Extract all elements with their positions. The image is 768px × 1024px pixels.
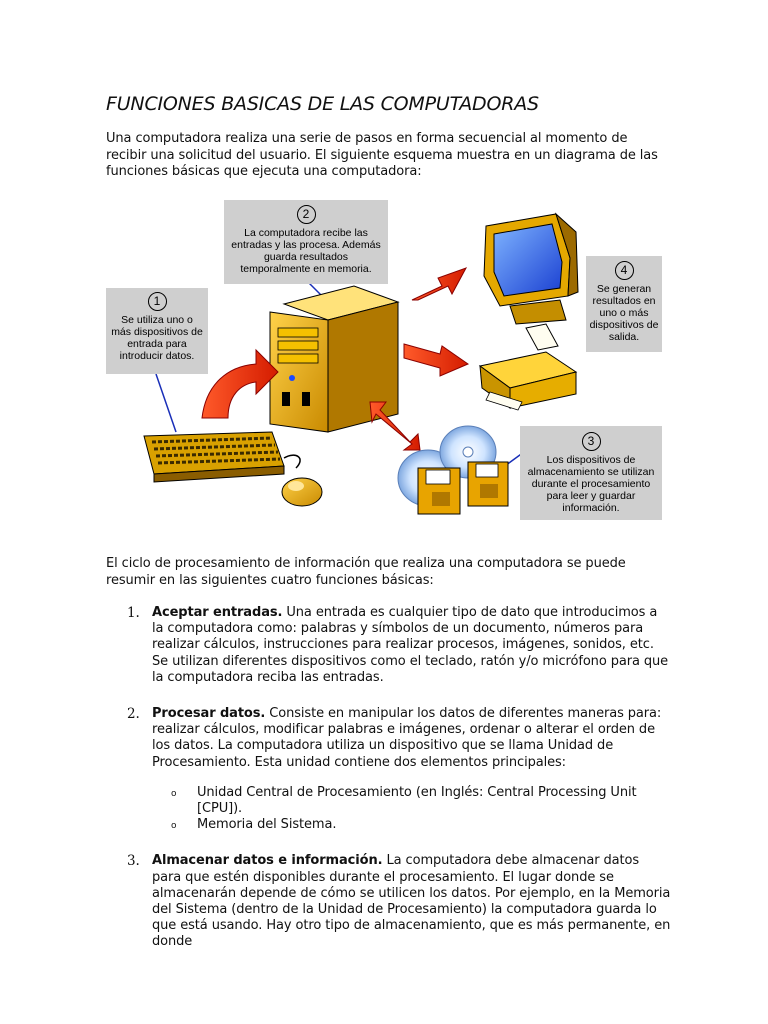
sub-list (171, 785, 672, 834)
callout-4 (586, 256, 662, 352)
list-item (127, 605, 672, 686)
callout-4-number: 4 (615, 261, 634, 280)
functions-list (127, 605, 672, 965)
keyboard-icon (144, 432, 300, 482)
list-item-title: Aceptar entradas. (152, 605, 283, 620)
callout-2-number: 2 (297, 205, 316, 224)
functions-diagram (106, 196, 666, 526)
callout-1-number: 1 (148, 292, 167, 311)
callout-2-text: La computadora recibe las entradas y las procesa. Además guarda resultados temporalmente en memoria. (231, 227, 381, 275)
callout-4-text: Se generan resultados en uno o más dispositivos de salida. (589, 283, 659, 343)
sub-list-item-text: Memoria del Sistema. (197, 817, 337, 833)
sub-list-item (171, 817, 672, 833)
sub-list-item-text: Unidad Central de Procesamiento (en Inglés: Central Processing Unit [CPU]). (197, 784, 637, 817)
callout-1-text: Se utiliza uno o más dispositivos de entrada para introducir datos. (111, 314, 203, 362)
mouse-icon (282, 478, 322, 506)
list-item-number: 3. (127, 853, 140, 870)
bullet-icon: o (171, 788, 177, 799)
output-arrow-printer-icon (404, 344, 468, 376)
callout-1 (106, 288, 208, 374)
page-title: FUNCIONES BASICAS DE LAS COMPUTADORAS (106, 93, 539, 115)
sub-list-item (171, 785, 672, 817)
cycle-intro-paragraph: El ciclo de procesamiento de información que realiza una computadora se puede resumir en las siguientes cuatro funciones básicas: (106, 556, 626, 588)
list-item (127, 706, 672, 833)
list-item-text: Consiste en manipular los datos de diferentes maneras para: realizar cálculos, modificar palabras e imágenes, ordenar o alterar el orden de los datos. La computadora utiliza un dispositivo que se llama Unidad de Procesamiento. Esta unidad contiene dos elementos principales: (152, 706, 662, 770)
list-item-title: Procesar datos. (152, 706, 266, 722)
list-item-number: 1. (127, 605, 140, 621)
list-item-text: Una entrada es cualquier tipo de dato que introducimos a la computadora como: palabras y símbolos de un documento, números para realizar cálculos, instrucciones para realizar procesos, imágenes, sonidos, etc. Se utilizan diferentes dispositivos como el teclado, ratón y/o micrófono para que la computadora reciba las entradas. (152, 605, 669, 685)
callout-3 (520, 426, 662, 520)
list-item-text: La computadora debe almacenar datos para que estén disponibles durante el procesamiento. El lugar donde se almacenarán depende de cómo se utilicen los datos. Por ejemplo, en la Memoria del Sistema (dentro de la Unidad de Procesamiento) la computadora guarda lo que está usando. Hay otro tipo de almacenamiento, que es más permanente, en donde (152, 853, 671, 950)
list-item (127, 853, 672, 950)
intro-paragraph: Una computadora realiza una serie de pasos en forma secuencial al momento de recibir una solicitud del usuario. El siguiente esquema muestra en un diagrama de las funciones básicas que ejecuta una computadora: (106, 131, 658, 179)
input-arrow-icon (202, 350, 278, 418)
printer-icon (480, 324, 576, 410)
callout-1-line (156, 374, 176, 432)
callout-3-text: Los dispositivos de almacenamiento se utilizan durante el procesamiento para leer y guardar información. (527, 454, 655, 514)
list-item-number: 2. (127, 706, 140, 723)
callout-3-number: 3 (582, 432, 601, 451)
list-item-title: Almacenar datos e información. (152, 853, 383, 869)
monitor-icon (484, 214, 578, 324)
output-arrow-monitor-icon (412, 268, 466, 300)
callout-2 (224, 200, 388, 284)
bullet-icon: o (171, 821, 177, 832)
